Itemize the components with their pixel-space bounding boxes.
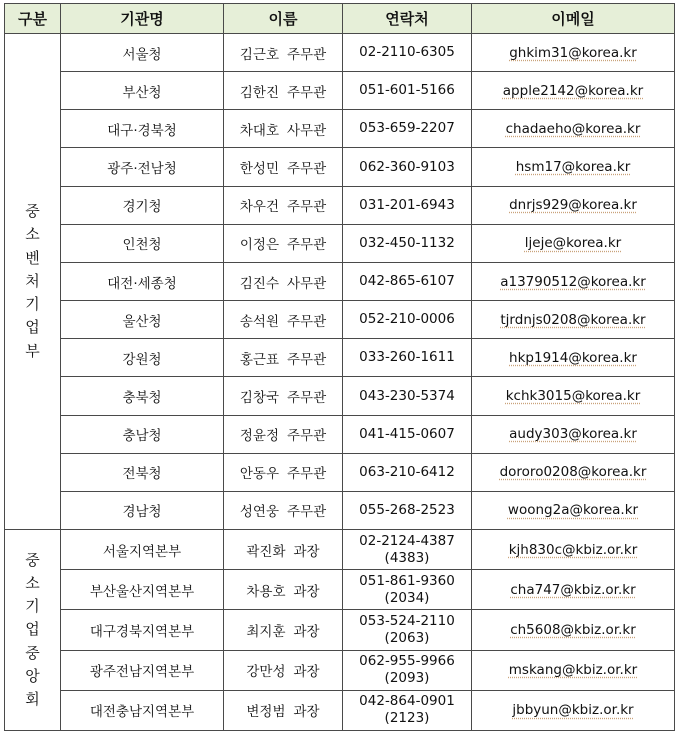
phone-extension: (2093) (384, 670, 430, 687)
phone-cell (343, 570, 472, 610)
phone-number: 02-2124-4387 (359, 532, 455, 549)
agency-cell: 광주전남지역본부 (61, 650, 224, 690)
email-cell (472, 650, 675, 690)
phone-extension: (2034) (384, 589, 430, 606)
table-row (5, 72, 675, 110)
email-address: a13790512@korea.kr (500, 273, 646, 290)
person-title: 주무관 (287, 199, 327, 216)
phone-cell (343, 262, 472, 300)
email-cell (472, 262, 675, 300)
email-cell (472, 186, 675, 224)
name-cell (224, 262, 343, 300)
table-row (5, 530, 675, 570)
email-address: hkp1914@korea.kr (509, 349, 637, 366)
agency-cell: 인천청 (61, 224, 224, 262)
phone-cell (343, 377, 472, 415)
person-title: 과장 (293, 664, 320, 681)
email-address: dnrjs929@korea.kr (509, 197, 637, 214)
person-title: 과장 (293, 704, 320, 721)
agency-cell: 전북청 (61, 453, 224, 491)
person-title: 사무관 (287, 275, 327, 292)
phone-cell (343, 491, 472, 529)
email-address: kjh830c@kbiz.or.kr (508, 541, 638, 558)
name-cell (224, 415, 343, 453)
phone-number: 055-268-2523 (359, 502, 455, 519)
person-name: 변정범 (246, 704, 286, 721)
email-address: dororo0208@korea.kr (499, 464, 647, 481)
person-name: 김근호 (239, 46, 279, 63)
header-row (5, 4, 675, 34)
person-name: 송석원 (239, 313, 279, 330)
agency-cell: 대구경북지역본부 (61, 610, 224, 650)
agency-cell: 광주·전남청 (61, 148, 224, 186)
phone-cell (343, 301, 472, 339)
phone-number: 052-210-0006 (359, 311, 455, 328)
person-title: 주무관 (287, 237, 327, 254)
person-name: 홍근표 (239, 351, 279, 368)
header-email: 이메일 (472, 4, 675, 34)
group-label-cell (5, 530, 61, 731)
person-name: 차대호 (239, 122, 279, 139)
name-cell (224, 186, 343, 224)
agency-cell: 경기청 (61, 186, 224, 224)
email-cell (472, 301, 675, 339)
email-cell (472, 377, 675, 415)
table-row (5, 186, 675, 224)
table-row (5, 34, 675, 72)
person-title: 주무관 (287, 161, 327, 178)
name-cell (224, 301, 343, 339)
phone-number: 031-201-6943 (359, 196, 455, 213)
phone-cell (343, 650, 472, 690)
name-cell (224, 224, 343, 262)
phone-cell (343, 110, 472, 148)
person-name: 김한진 (239, 84, 279, 101)
person-title: 주무관 (287, 389, 327, 406)
email-cell (472, 34, 675, 72)
person-name: 성연웅 (239, 504, 279, 521)
person-title: 주무관 (287, 313, 327, 330)
group-label-cell (5, 34, 61, 530)
email-address: cha747@kbiz.or.kr (510, 581, 636, 598)
phone-number: 053-659-2207 (359, 120, 455, 137)
person-name: 한성민 (239, 161, 279, 178)
phone-number: 042-864-0901 (359, 693, 455, 710)
email-address: woong2a@korea.kr (507, 502, 639, 519)
phone-cell (343, 72, 472, 110)
email-address: ch5608@kbiz.or.kr (510, 621, 636, 638)
phone-number: 062-360-9103 (359, 158, 455, 175)
name-cell (224, 339, 343, 377)
person-title: 주무관 (287, 428, 327, 445)
phone-number: 042-865-6107 (359, 273, 455, 290)
person-name: 최지훈 (246, 623, 286, 640)
table-row (5, 339, 675, 377)
phone-cell (343, 415, 472, 453)
agency-cell: 부산울산지역본부 (61, 570, 224, 610)
email-cell (472, 110, 675, 148)
person-name: 김창국 (239, 389, 279, 406)
agency-cell: 대전충남지역본부 (61, 690, 224, 730)
email-cell (472, 491, 675, 529)
agency-cell: 충남청 (61, 415, 224, 453)
phone-number: 053-524-2110 (359, 613, 455, 630)
person-title: 주무관 (287, 84, 327, 101)
email-address: ljeje@korea.kr (524, 235, 622, 252)
table-row (5, 110, 675, 148)
phone-number: 041-415-0607 (359, 425, 455, 442)
person-name: 김진수 (239, 275, 279, 292)
name-cell (224, 530, 343, 570)
person-name: 정윤정 (239, 428, 279, 445)
name-cell (224, 570, 343, 610)
person-title: 주무관 (287, 466, 327, 483)
email-address: jbbyun@kbiz.or.kr (512, 702, 634, 719)
phone-number: 062-955-9966 (359, 653, 455, 670)
email-cell (472, 224, 675, 262)
agency-cell: 서울청 (61, 34, 224, 72)
person-name: 곽진화 (246, 543, 286, 560)
phone-cell (343, 34, 472, 72)
contact-table (4, 3, 675, 731)
group-label: 중소벤처기업부 (25, 202, 40, 360)
email-cell (472, 72, 675, 110)
email-cell (472, 690, 675, 730)
name-cell (224, 377, 343, 415)
name-cell (224, 148, 343, 186)
email-cell (472, 339, 675, 377)
phone-extension: (4383) (384, 549, 430, 566)
person-title: 주무관 (287, 351, 327, 368)
header-phone: 연락처 (343, 4, 472, 34)
table-row (5, 453, 675, 491)
person-title: 과장 (293, 623, 320, 640)
email-address: hsm17@korea.kr (515, 159, 631, 176)
person-title: 주무관 (287, 46, 327, 63)
table-row (5, 262, 675, 300)
email-cell (472, 415, 675, 453)
header-agency: 기관명 (61, 4, 224, 34)
name-cell (224, 453, 343, 491)
name-cell (224, 610, 343, 650)
phone-cell (343, 610, 472, 650)
header-name: 이름 (224, 4, 343, 34)
phone-cell (343, 339, 472, 377)
person-title: 과장 (293, 543, 320, 560)
person-name: 강만성 (246, 664, 286, 681)
agency-cell: 서울지역본부 (61, 530, 224, 570)
email-address: ghkim31@korea.kr (509, 44, 637, 61)
agency-cell: 대전·세종청 (61, 262, 224, 300)
phone-number: 043-230-5374 (359, 387, 455, 404)
phone-extension: (2063) (384, 629, 430, 646)
group-label: 중소기업중앙회 (25, 550, 40, 709)
phone-extension: (2123) (384, 710, 430, 727)
phone-number: 063-210-6412 (359, 463, 455, 480)
person-title: 사무관 (287, 122, 327, 139)
phone-number: 051-601-5166 (359, 82, 455, 99)
person-name: 차용호 (246, 583, 286, 600)
table-row (5, 224, 675, 262)
table-row (5, 690, 675, 730)
name-cell (224, 72, 343, 110)
table-row (5, 610, 675, 650)
table-row (5, 650, 675, 690)
table-row (5, 415, 675, 453)
name-cell (224, 110, 343, 148)
name-cell (224, 491, 343, 529)
email-address: audy303@korea.kr (509, 426, 637, 443)
table-row (5, 570, 675, 610)
phone-cell (343, 690, 472, 730)
table-row (5, 377, 675, 415)
person-name: 안동우 (239, 466, 279, 483)
person-title: 주무관 (287, 504, 327, 521)
agency-cell: 강원청 (61, 339, 224, 377)
name-cell (224, 690, 343, 730)
phone-cell (343, 224, 472, 262)
email-cell (472, 570, 675, 610)
phone-number: 033-260-1611 (359, 349, 455, 366)
table-row (5, 491, 675, 529)
email-address: mskang@kbiz.or.kr (508, 662, 638, 679)
phone-number: 032-450-1132 (359, 234, 455, 251)
agency-cell: 대구·경북청 (61, 110, 224, 148)
person-name: 차우건 (239, 199, 279, 216)
phone-cell (343, 530, 472, 570)
agency-cell: 부산청 (61, 72, 224, 110)
name-cell (224, 650, 343, 690)
email-address: chadaeho@korea.kr (505, 120, 641, 137)
header-group: 구분 (5, 4, 61, 34)
agency-cell: 울산청 (61, 301, 224, 339)
email-cell (472, 530, 675, 570)
phone-number: 051-861-9360 (359, 572, 455, 589)
table-row (5, 301, 675, 339)
person-name: 이정은 (239, 237, 279, 254)
email-address: kchk3015@korea.kr (505, 387, 641, 404)
table-row (5, 148, 675, 186)
person-title: 과장 (293, 583, 320, 600)
phone-cell (343, 186, 472, 224)
email-cell (472, 453, 675, 491)
phone-cell (343, 148, 472, 186)
email-cell (472, 148, 675, 186)
email-address: tjrdnjs0208@korea.kr (500, 311, 646, 328)
email-address: apple2142@korea.kr (502, 82, 644, 99)
phone-cell (343, 453, 472, 491)
email-cell (472, 610, 675, 650)
agency-cell: 경남청 (61, 491, 224, 529)
phone-number: 02-2110-6305 (359, 44, 455, 61)
agency-cell: 충북청 (61, 377, 224, 415)
name-cell (224, 34, 343, 72)
